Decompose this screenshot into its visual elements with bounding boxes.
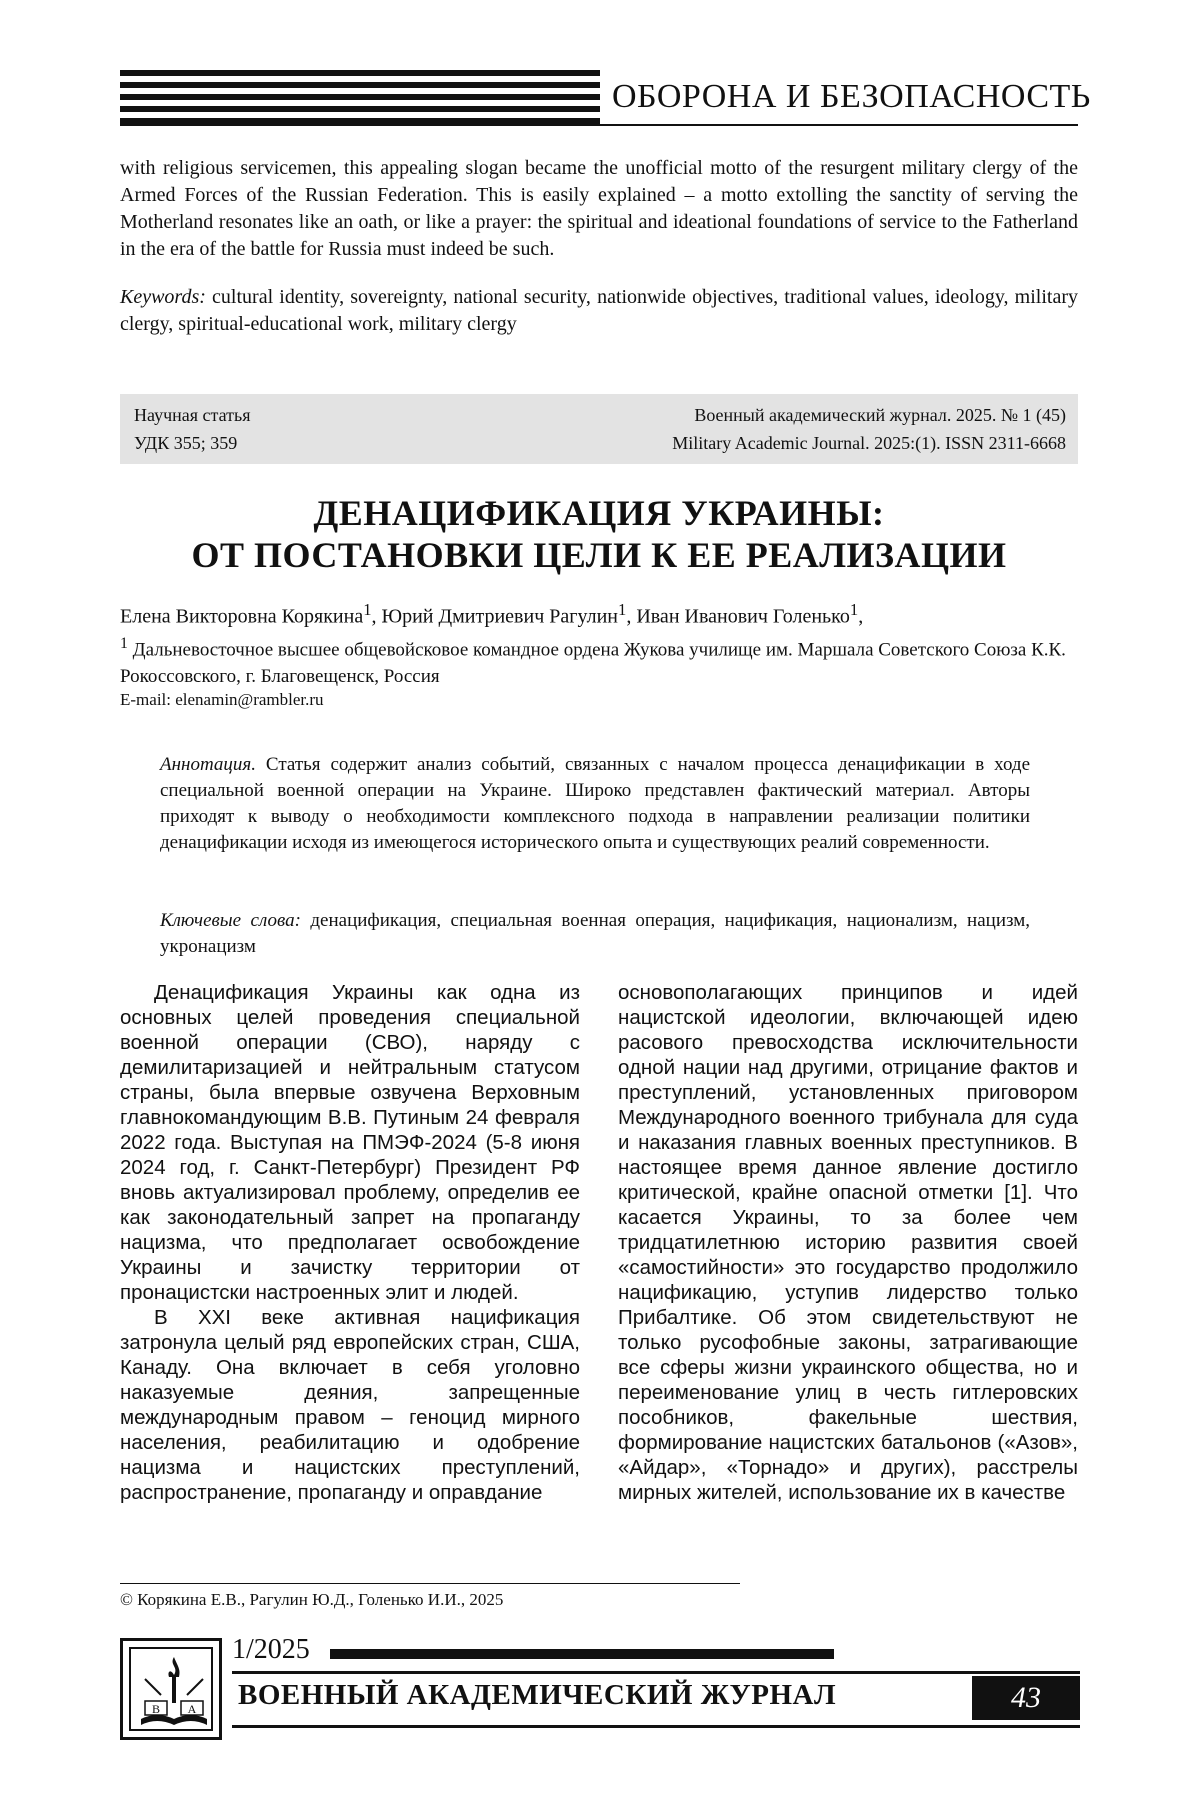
author-separator: ,	[858, 605, 864, 628]
journal-citation-ru: Военный академический журнал. 2025. № 1 (45)	[694, 405, 1066, 425]
author-name: Иван Иванович Голенько	[636, 605, 850, 628]
abstract-label: Аннотация.	[160, 754, 256, 775]
section-title: ОБОРОНА И БЕЗОПАСНОСТЬ	[612, 78, 1091, 115]
torch-book-icon	[131, 1649, 217, 1735]
author-affil-mark: 1	[617, 600, 627, 619]
issue-number: 1/2025	[232, 1634, 310, 1665]
abstract-text: Статья содержит анализ событий, связанных с началом процесса денацификации в ходе специальной военной операции на Украине. Широко представлен фактический материал. Авторы приходят к выводу о необходимости комплексного подхода в направлении реализации политики денацификации исходя из имеющегося исторического опыта и существующих реалий современности.	[160, 754, 1030, 853]
author-email: E-mail: elenamin@rambler.ru	[120, 690, 324, 709]
footer-rule-top	[232, 1671, 1080, 1674]
header-underline	[120, 124, 1078, 126]
author-name: Юрий Дмитриевич Рагулин	[381, 605, 618, 628]
body-paragraph: Денацификация Украины как одна из основных целей проведения специальной военной операции (СВО), наряду с демилитаризацией и нейтральным статусом страны, была впервые озвучена Верховным главнокомандующим В.В. Путиным 24 февраля 2022 года. Выступая на ПМЭФ-2024 (5-8 июня 2024 год, г. Санкт-Петербург) Президент РФ вновь актуализировал проблему, определив ее как законодательный запрет на пропаганду нацизма, что предполагает освобождение Украины и зачистку территории от пронацистски настроенных элит и людей.	[120, 981, 580, 1304]
body-paragraph: основополагающих принципов и идей нацистской идеологии, включающей идею расового превосходства исключительности одной нации над другими, отрицание фактов и преступлений, установленных приговором Международного военного трибунала для суда и наказания главных военных преступников. В настоящее время данное явление достигло критической, крайне опасной отметки [1]. Что касается Украины, то за более чем тридцатилетнюю историю развития своей «самостийности» это государство продолжило нацификацию, уступив лидерство только Прибалтике. Об этом свидетельствуют не только русофобные законы, затрагивающие все сферы жизни украинского общества, но и переименование улиц в честь гитлеровских пособников, факельные шествия, формирование нацистских батальонов («Азов», «Айдар», «Торнадо» и других), расстрелы мирных жителей, использование их в качестве	[618, 981, 1078, 1504]
logo-letter-v: В	[151, 1702, 161, 1716]
logo-frame	[129, 1647, 213, 1731]
footer-rule-bottom	[232, 1725, 1080, 1728]
author-affil-mark: 1	[363, 600, 372, 619]
author-affil-mark: 1	[849, 600, 859, 619]
page-number: 43	[972, 1676, 1080, 1720]
english-abstract-tail: with religious servicemen, this appealing slogan became the unofficial motto of the resurgent military clergy of the Armed Forces of the Russian Federation. This is easily explained – a motto extolling the sanctity of serving the Motherland resonates like an oath, or like a prayer: the spiritual and ideational foundations of service to the Fatherland in the era of the battle for Russia must indeed be such.	[120, 157, 1078, 260]
keywords-text: денацификация, специальная военная операция, нацификация, национализм, нацизм, укронацизм	[160, 910, 1030, 957]
copyright-footnote: © Корякина Е.В., Рагулин Ю.Д., Голенько И.И., 2025	[120, 1590, 504, 1609]
article-type: Научная статья	[134, 405, 251, 425]
header-line	[120, 94, 600, 100]
article-title-line1: ДЕНАЦИФИКАЦИЯ УКРАИНЫ:	[313, 493, 885, 533]
footnote-rule	[120, 1583, 740, 1584]
body-column-right	[618, 980, 1078, 1505]
affiliation	[120, 630, 1078, 690]
author-separator: ,	[371, 605, 382, 628]
affiliation-text: Дальневосточное высшее общевойсковое командное ордена Жукова училище им. Маршала Советского Союза К.К. Рокоссовского, г. Благовещенск, Россия	[120, 639, 1066, 688]
header-line	[120, 82, 600, 88]
journal-logo	[120, 1638, 222, 1740]
english-keywords-text: cultural identity, sovereignty, national security, nationwide objectives, traditional values, ideology, military clergy, spiritual-educational work, military clergy	[120, 286, 1078, 335]
header-line	[120, 106, 600, 112]
journal-name: ВОЕННЫЙ АКАДЕМИЧЕСКИЙ ЖУРНАЛ	[238, 1679, 837, 1711]
keywords	[160, 908, 1030, 960]
body-column-left	[120, 980, 580, 1505]
author-list	[120, 600, 863, 629]
body-paragraph: В XXI веке активная нацификация затронула целый ряд европейских стран, США, Канаду. Она включает в себя уголовно наказуемые деяния, запрещенные международным правом – геноцид мирного населения, реабилитацию и одобрение нацизма и нацистских преступлений, распространение, пропаганду и оправдание	[120, 1306, 580, 1504]
author-separator: ,	[626, 605, 637, 628]
author-name: Елена Викторовна Корякина	[120, 605, 364, 628]
english-keywords-label: Keywords:	[120, 286, 206, 308]
english-keywords	[120, 284, 1078, 338]
journal-citation-en: Military Academic Journal. 2025:(1). ISSN 2311-6668	[672, 433, 1066, 453]
article-title-line2: ОТ ПОСТАНОВКИ ЦЕЛИ К ЕЕ РЕАЛИЗАЦИИ	[191, 535, 1007, 575]
issue-bar	[330, 1649, 834, 1659]
keywords-label: Ключевые слова:	[160, 910, 301, 931]
abstract	[160, 752, 1030, 856]
logo-letter-a: А	[187, 1702, 197, 1716]
header-rule-lines	[120, 70, 600, 126]
udk-code: УДК 355; 359	[134, 433, 238, 453]
header-line	[120, 70, 600, 76]
affiliation-mark: 1	[120, 635, 128, 652]
